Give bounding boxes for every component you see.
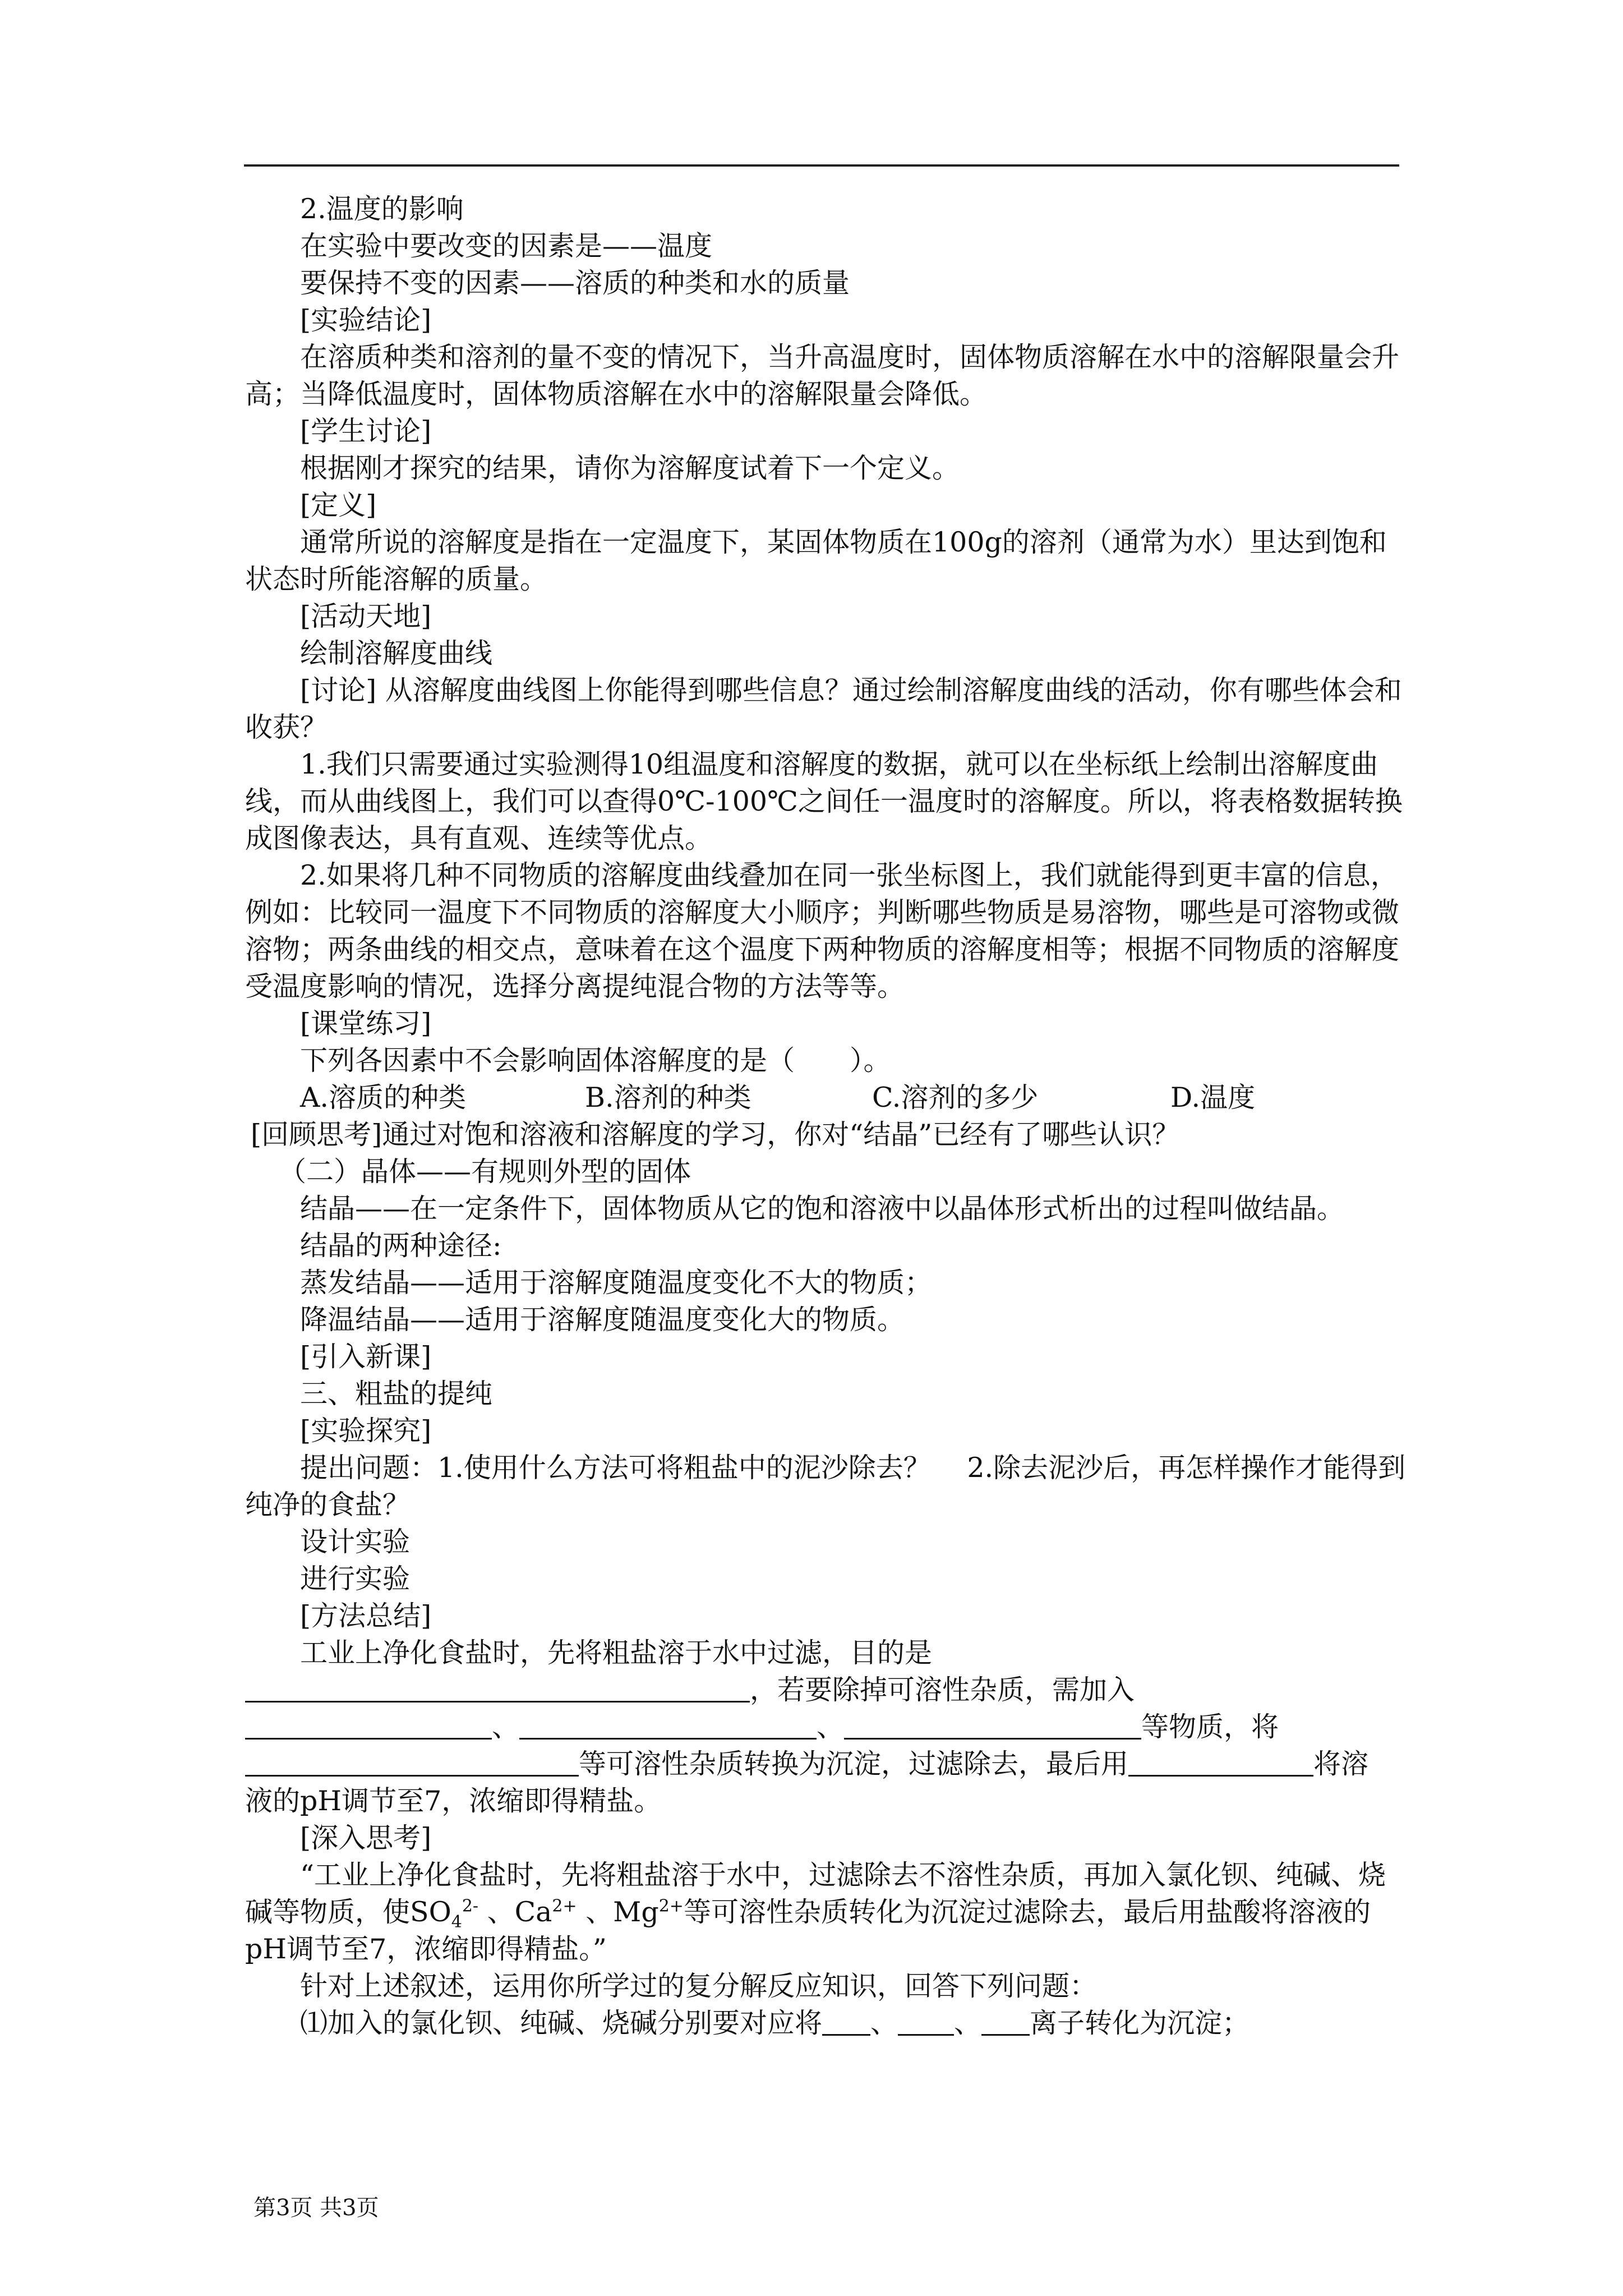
- answer-blank[interactable]: [822, 2006, 870, 2036]
- superscript: 2+: [552, 1896, 577, 1916]
- superscript: 2-: [462, 1896, 479, 1916]
- bracket-heading: [实验探究]: [300, 1415, 432, 1447]
- paragraph: 降温结晶——适用于溶解度随温度变化大的物质。: [300, 1304, 905, 1336]
- text-span: “工业上净化食盐时，先将粗盐溶于水中，过滤除去不溶性杂质，再加入氯化钡、纯碱、烧碱等物质，使SO: [245, 1859, 1386, 1928]
- text-span: 等物质，将: [1141, 1711, 1279, 1743]
- text-span: ⑴加入的氯化钡、纯碱、烧碱分别要对应将: [300, 2007, 823, 2039]
- document-body: [245, 191, 1406, 2042]
- fill-line: [245, 1709, 1406, 1746]
- paragraph: [讨论] 从溶解度曲线图上你能得到哪些信息？通过绘制溶解度曲线的活动，你有哪些体会和收获？: [245, 674, 1402, 743]
- paragraph: 绘制溶解度曲线: [300, 637, 493, 669]
- section-heading-salt: 三、粗盐的提纯: [300, 1378, 493, 1410]
- question-text: 下列各因素中不会影响固体溶解度的是（ ）。: [300, 1045, 891, 1076]
- bracket-heading: [深入思考]: [300, 1822, 432, 1854]
- paragraph: 提出问题：1.使用什么方法可将粗盐中的泥沙除去？ 2.除去泥沙后，再怎样操作才能得到纯净的食盐？: [245, 1452, 1406, 1521]
- subscript: 4: [451, 1912, 462, 1932]
- answer-blank[interactable]: [844, 1710, 1141, 1740]
- text-span: 、: [954, 2007, 982, 2039]
- answer-blank[interactable]: [1128, 1747, 1313, 1777]
- bracket-heading: [学生讨论]: [300, 415, 432, 447]
- quoted-paragraph: [245, 1857, 1406, 1968]
- section-heading-temperature: 2.温度的影响: [300, 193, 464, 225]
- paragraph: 针对上述叙述，运用你所学过的复分解反应知识，回答下列问题：: [300, 1970, 1098, 2002]
- paragraph: 1.我们只需要通过实验测得10组温度和溶解度的数据，就可以在坐标纸上绘制出溶解度曲线，而从曲线图上，我们可以查得0℃-100℃之间任一温度时的溶解度。所以，将表格数据转换成图像表达，具有直观、连续等优点。: [245, 748, 1403, 854]
- paragraph: 进行实验: [300, 1563, 411, 1595]
- paragraph: 结晶的两种途径:: [300, 1230, 502, 1262]
- paragraph: 根据刚才探究的结果，请你为溶解度试着下一个定义。: [300, 452, 960, 484]
- text-span: ，若要除掉可溶性杂质，需加入: [750, 1674, 1135, 1706]
- bracket-heading: [引入新课]: [300, 1341, 432, 1373]
- text-span: 将溶: [1313, 1748, 1369, 1780]
- paragraph: 蒸发结晶——适用于溶解度随温度变化不大的物质；: [300, 1267, 933, 1299]
- option-d: D.温度: [1170, 1082, 1256, 1114]
- bracket-heading: [活动天地]: [300, 600, 432, 632]
- bracket-heading: [实验结论]: [300, 304, 432, 336]
- text-span: 等可溶性杂质转换为沉淀，过滤除去，最后用: [579, 1748, 1129, 1780]
- text-span: 、Mg: [577, 1896, 659, 1928]
- option-a: A.溶质的种类: [300, 1082, 466, 1114]
- fill-line: [245, 2005, 1406, 2042]
- option-c: C.溶剂的多少: [872, 1082, 1039, 1114]
- paragraph: 结晶——在一定条件下，固体物质从它的饱和溶液中以晶体形式析出的过程叫做结晶。: [300, 1193, 1345, 1225]
- text-span: 、: [817, 1711, 845, 1743]
- bracket-heading: [课堂练习]: [300, 1007, 432, 1039]
- paragraph: 工业上净化食盐时，先将粗盐溶于水中过滤，目的是: [300, 1637, 933, 1669]
- header-rule: [244, 164, 1399, 167]
- paragraph: 通常所说的溶解度是指在一定温度下，某固体物质在100g的溶剂（通常为水）里达到饱和状态时所能溶解的质量。: [245, 526, 1387, 595]
- answer-blank[interactable]: [981, 2006, 1030, 2036]
- option-b: B.溶剂的种类: [585, 1082, 751, 1114]
- text-span: 离子转化为沉淀；: [1030, 2007, 1250, 2039]
- paragraph: 在实验中要改变的因素是——温度: [300, 230, 713, 262]
- answer-blank[interactable]: [519, 1710, 817, 1740]
- text-span: 、: [870, 2007, 898, 2039]
- answer-blank[interactable]: [245, 1673, 750, 1703]
- answer-blank[interactable]: [245, 1710, 492, 1740]
- paragraph: 在溶质种类和溶剂的量不变的情况下，当升高温度时，固体物质溶解在水中的溶解限量会升高；当降低温度时，固体物质溶解在水中的溶解限量会降低。: [245, 341, 1400, 410]
- text-span: 等可溶性杂质转化为沉淀过滤除去，最后用盐酸将溶液的pH调节至7，浓缩即得精盐。”: [245, 1896, 1371, 1965]
- text-span: 、: [492, 1711, 520, 1743]
- answer-options: [245, 1079, 1406, 1116]
- answer-blank[interactable]: [245, 1747, 579, 1777]
- bracket-heading: [方法总结]: [300, 1600, 432, 1632]
- paragraph: 设计实验: [300, 1526, 411, 1558]
- paragraph: 液的pH调节至7，浓缩即得精盐。: [245, 1785, 662, 1817]
- section-heading-crystal: （二）晶体——有规则外型的固体: [279, 1156, 691, 1188]
- fill-line: [245, 1672, 1406, 1709]
- page-number: 第3页 共3页: [253, 2195, 379, 2221]
- paragraph: [回顾思考]通过对饱和溶液和溶解度的学习，你对“结晶”已经有了哪些认识？: [251, 1119, 1180, 1151]
- superscript: 2+: [658, 1896, 684, 1916]
- paragraph: 2.如果将几种不同物质的溶解度曲线叠加在同一张坐标图上，我们就能得到更丰富的信息，例如：比较同一温度下不同物质的溶解度大小顺序；判断哪些物质是易溶物，哪些是可溶物或微溶物；两条曲线的相交点，意味着在这个温度下两种物质的溶解度相等；根据不同物质的溶解度受温度影响的情况，选择分离提纯混合物的方法等等。: [245, 859, 1400, 1002]
- bracket-heading: [定义]: [300, 489, 377, 521]
- answer-blank[interactable]: [898, 2006, 954, 2036]
- paragraph: 要保持不变的因素——溶质的种类和水的质量: [300, 267, 850, 299]
- fill-line: [245, 1746, 1406, 1783]
- text-span: 、Ca: [478, 1896, 552, 1928]
